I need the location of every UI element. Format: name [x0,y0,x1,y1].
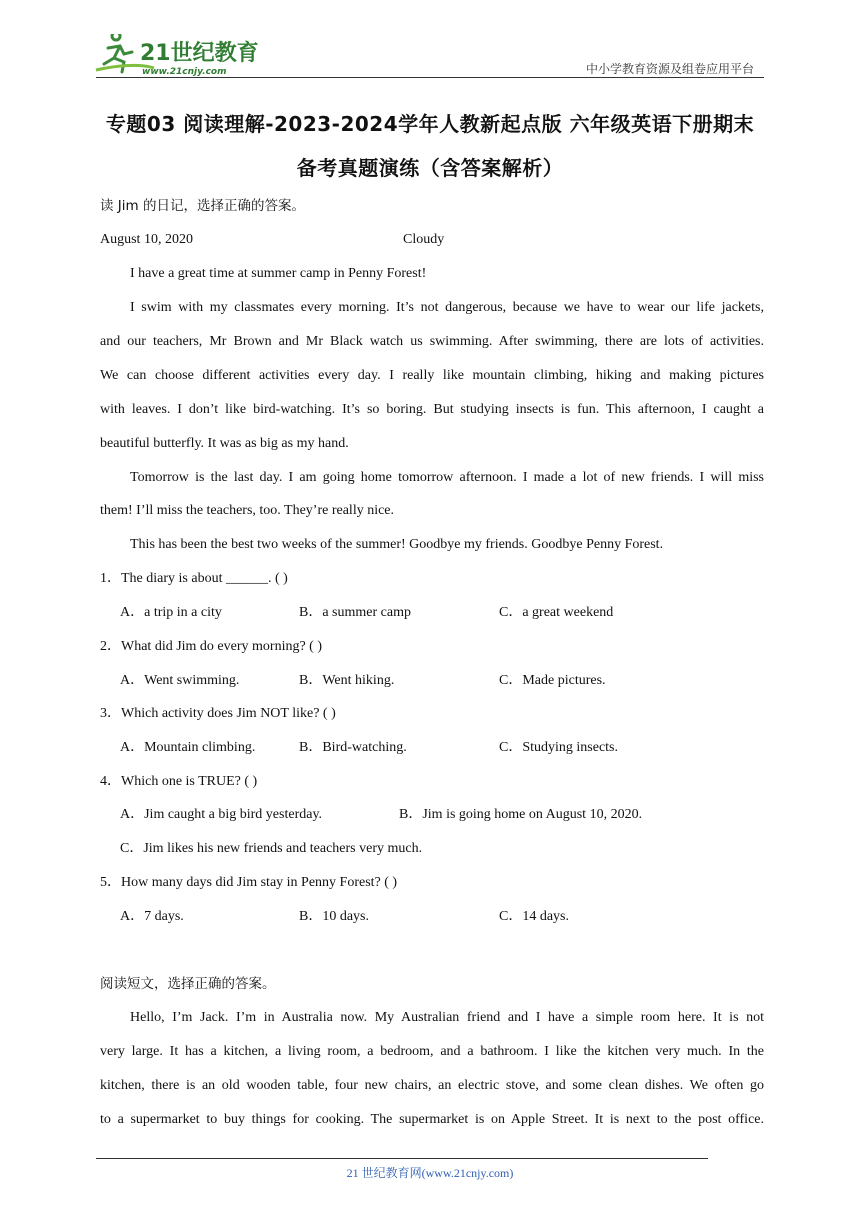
question-2-option-b[interactable]: B．Went hiking. [299,673,395,688]
site-name: 中小学教育资源及组卷应用平台 [585,62,754,76]
question-4-stem: 4．Which one is TRUE? ( ) [100,774,258,789]
question-5-stem: 5．How many days did Jim stay in Penny Forest? ( ) [100,875,398,890]
question-1-option-c[interactable]: C．a great weekend [499,605,614,620]
question-2-stem: 2．What did Jim do every morning? ( ) [100,639,323,654]
question-1-stem: 1．The diary is about ______. ( ) [100,571,288,586]
page-title-line-1: 专题03 阅读理解-2023-2024学年人教新起点版 六年级英语下册期末 [105,112,755,136]
site-logo [94,34,264,78]
question-3-option-b[interactable]: B．Bird-watching. [299,740,407,755]
question-3-stem: 3．Which activity does Jim NOT like? ( ) [100,706,336,721]
diary-weather: Cloudy [403,232,445,247]
header-divider [96,77,764,78]
question-4-option-b[interactable]: B．Jim is going home on August 10, 2020. [399,807,643,822]
footer-link[interactable]: 21 世纪教育网(www.21cnjy.com) [346,1166,514,1180]
passage1-line: and our teachers, Mr Brown and Mr Black watch us swimming. After swimming, there are lots of activities. [100,334,764,349]
question-1-option-b[interactable]: B．a summer camp [299,605,411,620]
passage2-instruction: 阅读短文，选择正确的答案。 [100,976,276,992]
question-2-option-c[interactable]: C．Made pictures. [499,673,606,688]
passage2-line: to a supermarket to buy things for cooking. The supermarket is on Apple Street. It is next to the post office. [100,1112,764,1127]
question-1-option-a[interactable]: A．a trip in a city [120,605,222,620]
question-4-option-c[interactable]: C．Jim likes his new friends and teachers very much. [120,841,423,856]
question-2-option-a[interactable]: A．Went swimming. [120,673,240,688]
passage2-line: Hello, I’m Jack. I’m in Australia now. My Australian friend and I have a simple room here. It is not [130,1010,764,1025]
passage1-line: beautiful butterfly. It was as big as my hand. [100,436,349,451]
svg-text:21世纪教育: 21世纪教育 [140,41,259,66]
footer-divider [96,1158,708,1159]
passage2-line: very large. It has a kitchen, a living room, a bedroom, and a bathroom. I like the kitchen very much. In the [100,1044,764,1059]
passage1-instruction: 读 Jim 的日记，选择正确的答案。 [100,198,305,214]
question-5-option-a[interactable]: A．7 days. [120,909,184,924]
passage1-line: This has been the best two weeks of the summer! Goodbye my friends. Goodbye Penny Forest. [130,537,664,552]
question-5-option-b[interactable]: B．10 days. [299,909,369,924]
diary-date: August 10, 2020 [100,232,193,247]
page-title-line-2: 备考真题演练（含答案解析） [296,156,564,180]
passage1-line: with leaves. I don’t like bird-watching. It’s so boring. But studying insects is fun. This afternoon, I caught a [100,402,764,417]
question-4-option-a[interactable]: A．Jim caught a big bird yesterday. [120,807,323,822]
passage1-line: I swim with my classmates every morning. It’s not dangerous, because we have to wear our life jackets, [130,300,764,315]
passage2-line: kitchen, there is an old wooden table, four new chairs, an electric stove, and some clean dishes. We often go [100,1078,764,1093]
question-3-option-a[interactable]: A．Mountain climbing. [120,740,256,755]
question-3-option-c[interactable]: C．Studying insects. [499,740,619,755]
svg-text:www.21cnjy.com: www.21cnjy.com [142,67,227,77]
passage1-line: We can choose different activities every day. I really like mountain climbing, hiking and making pictures [100,368,764,383]
passage1-line: them! I’ll miss the teachers, too. They’re really nice. [100,503,395,518]
passage1-line: Tomorrow is the last day. I am going home tomorrow afternoon. I made a lot of new friends. I will miss [130,470,764,485]
question-5-option-c[interactable]: C．14 days. [499,909,569,924]
passage1-line: I have a great time at summer camp in Penny Forest! [130,266,427,281]
